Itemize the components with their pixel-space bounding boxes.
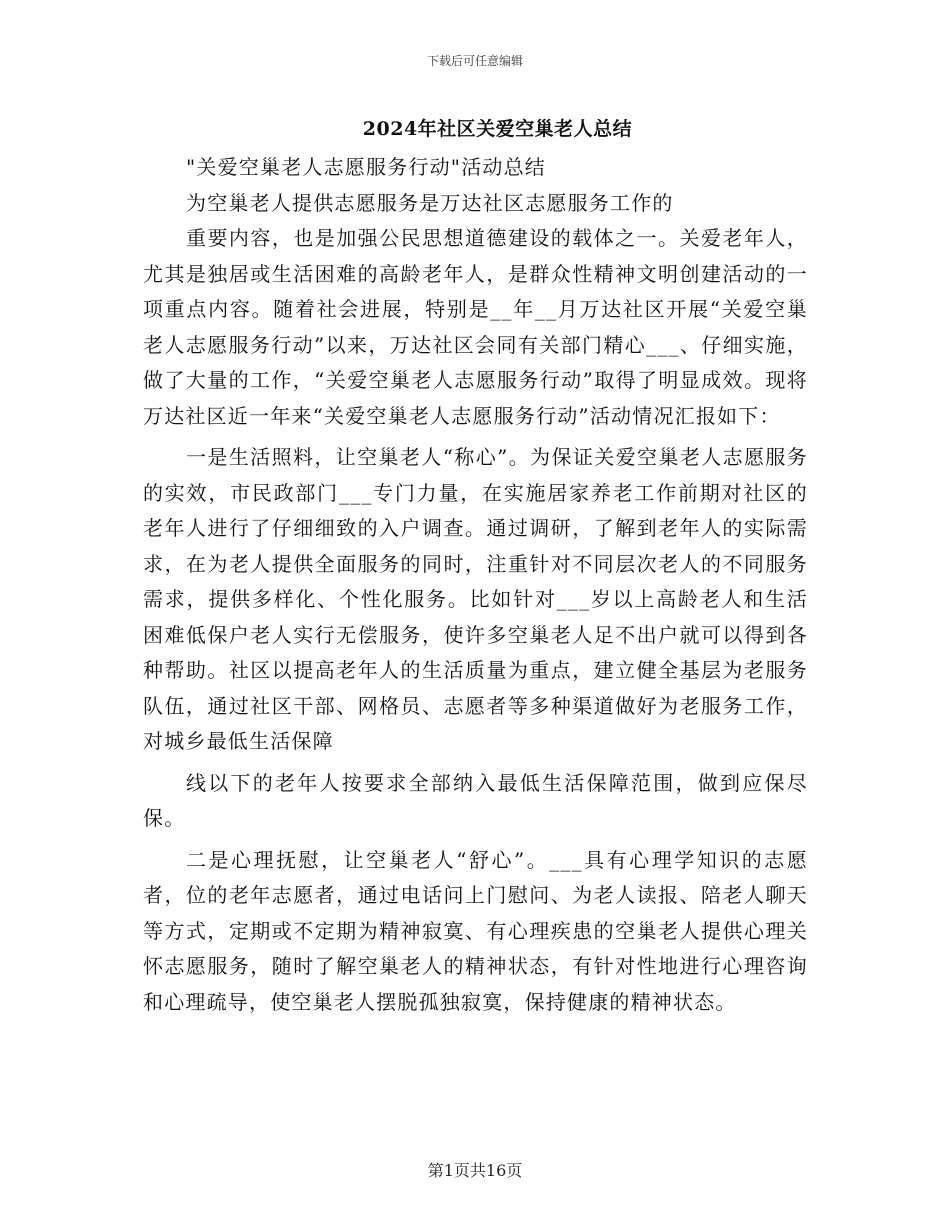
paragraph: 为空巢老人提供志愿服务是万达社区志愿服务工作的	[186, 190, 674, 215]
paragraph: 二是心理抚慰，让空巢老人“舒心”。___具有心理学知识的志愿者，位的老年志愿者，通过电话问上门慰问、为老人读报、陪老人聊天等方式，定期或不定期为精神寂寞、有心理疾患的空巢老人提供心理关怀志愿服务，随时了解空巢老人的精神状态，有针对性地进行心理咨询和心理疏导，使空巢老人摆脱孤独寂寞，保持健康的精神状态。	[143, 847, 808, 1014]
header-note: 下载后可任意编辑	[426, 54, 523, 68]
paragraph-subtitle: "关爱空巢老人志愿服务行动"活动总结	[186, 155, 546, 179]
paragraph: 一是生活照料，让空巢老人“称心”。为保证关爱空巢老人志愿服务的实效，市民政部门___专门力量，在实施居家养老工作前期对社区的老年人进行了仔细细致的入户调查。通过调研，了解到老年人的实际需求，在为老人提供全面服务的同时，注重针对不同层次老人的不同服务需求，提供多样化、个性化服务。比如针对___岁以上高龄老人和生活困难低保户老人实行无偿服务，使许多空巢老人足不出户就可以得到各种帮助。社区以提高老年人的生活质量为重点，建立健全基层为老服务队伍，通过社区干部、网格员、志愿者等多种渠道做好为老服务工作，对城乡最低生活保障	[143, 445, 808, 753]
paragraph: 线以下的老年人按要求全部纳入最低生活保障范围，做到应保尽保。	[143, 770, 808, 830]
page-number: 第1页共16页	[427, 1161, 523, 1180]
paragraph: 重要内容，也是加强公民思想道德建设的载体之一。关爱老年人，尤其是独居或生活困难的高龄老年人，是群众性精神文明创建活动的一项重点内容。随着社会进展，特别是__年__月万达社区开展“关爱空巢老人志愿服务行动”以来，万达社区会同有关部门精心___、仔细实施，做了大量的工作，“关爱空巢老人志愿服务行动”取得了明显成效。现将万达社区近一年来“关爱空巢老人志愿服务行动”活动情况汇报如下：	[143, 226, 808, 428]
document-title: 2024年社区关爱空巢老人总结	[362, 118, 633, 140]
document-body	[143, 150, 808, 1020]
